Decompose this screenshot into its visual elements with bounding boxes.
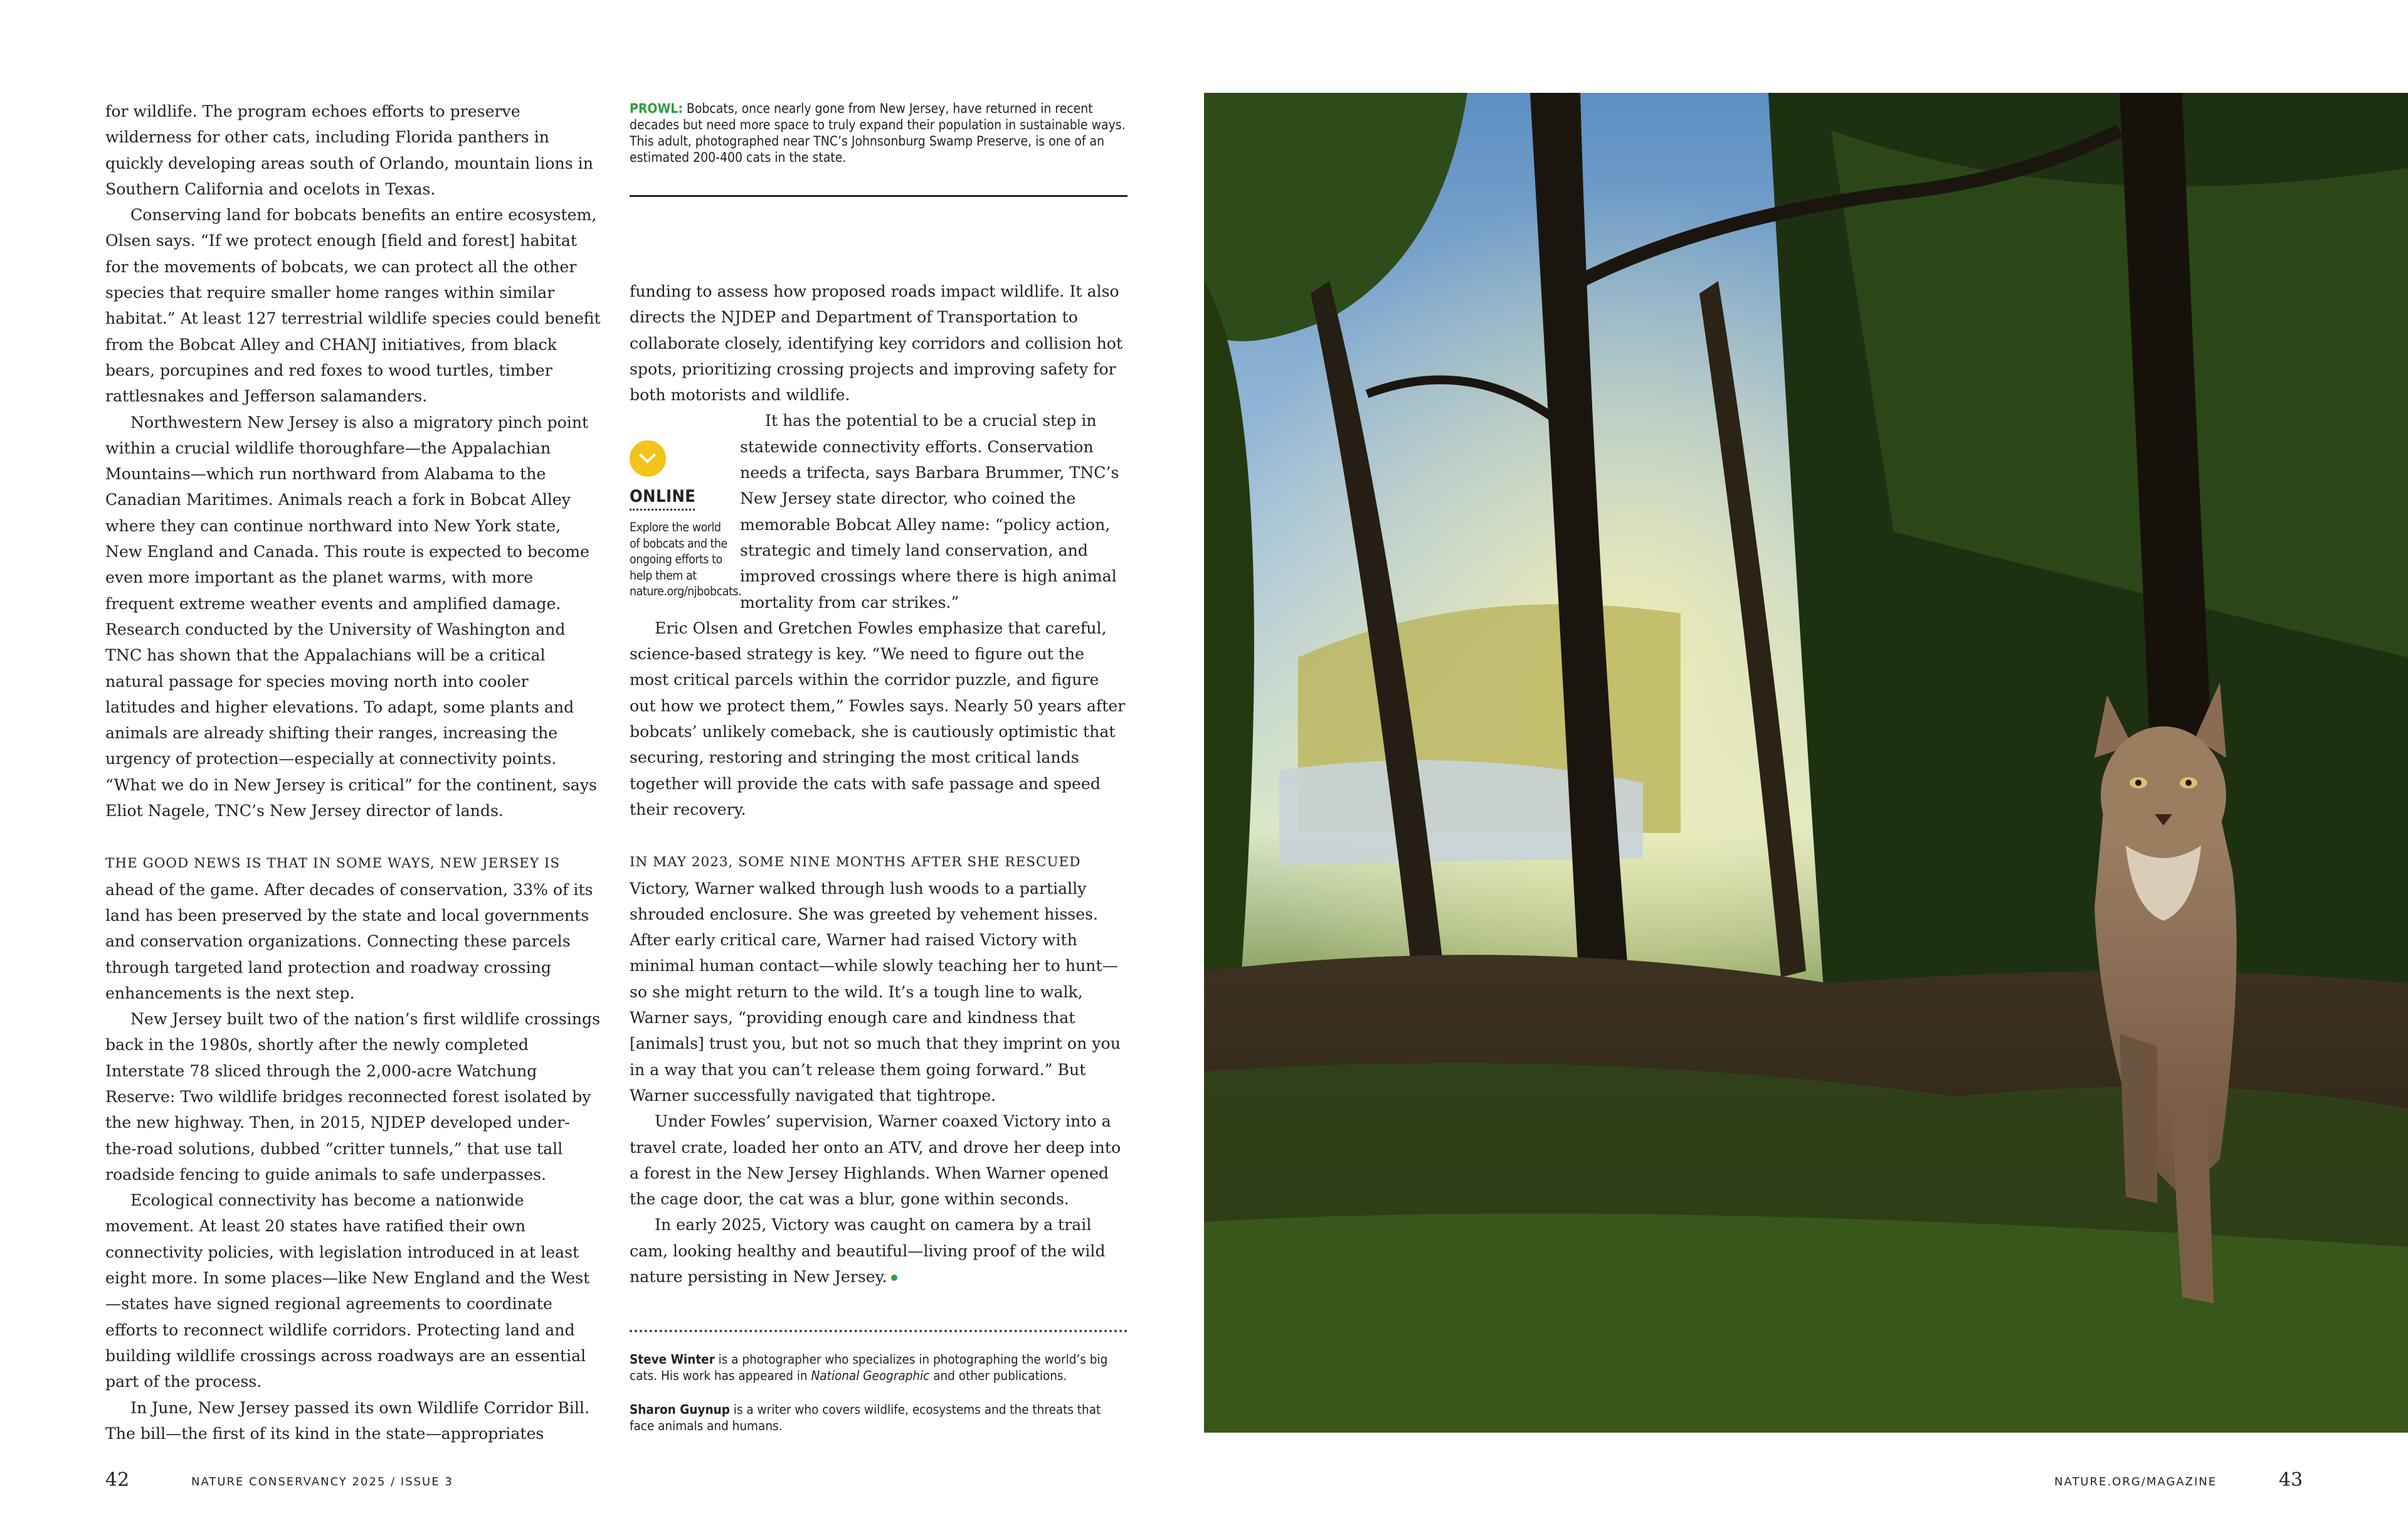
section-body: ahead of the game. After decades of conservation, 33% of its land has been preserved by the state and local governments and conservation organizations. Connecting these parcels through targeted land protection and roadway crossing enhancements is the next step. xyxy=(105,880,593,1002)
caption-divider xyxy=(630,195,1127,197)
body-paragraph: It has the potential to be a crucial step in statewide connectivity efforts. Conservation needs a trifecta, says Barbara Brummer, TNC’s New Jersey state director, who coined the memorable Bobcat Alley name: “policy action, strategic and timely land conservation, and improved crossings where there is high animal mortality from car strikes.” xyxy=(740,411,1119,612)
body-paragraph: Northwestern New Jersey is also a migratory pinch point within a crucial wildlife thoroughfare—the Appalachian Mountains—which run northward from Alabama to the Canadian Maritimes. Animals reach a fork in Bobcat Alley where they can continue northward into New York state, New England and Canada. This route is expected to become even more important as the planet warms, with more frequent extreme weather events and amplified damage. Research conducted by the University of Washington and TNC has shown that the Appalachians will be a critical natural passage for species moving north into cooler latitudes and higher elevations. To adapt, some plants and animals are already shifting their ranges, increasing the urgency of protection—especially at connectivity points. “What we do in New Jersey is critical” for the continent, says Eliot Nagele, TNC’s New Jersey director of lands. xyxy=(105,413,597,820)
body-paragraph: In June, New Jersey passed its own Wildlife Corridor Bill. The bill—the first of its kind in the state—appropriates xyxy=(105,1398,589,1443)
bio-divider xyxy=(630,1330,1127,1332)
body-paragraph: Eric Olsen and Gretchen Fowles emphasize that careful, science-based strategy is key. “We need to figure out the most critical parcels within the corridor puzzle, and figure out how we protect them,” Fowles says. Nearly 50 years after bobcats’ unlikely comeback, she is cautiously optimistic that securing, restoring and stringing the most critical lands together will provide the cats with safe passage and speed their recovery. xyxy=(630,618,1126,819)
body-paragraph: for wildlife. The program echoes efforts to preserve wilderness for other cats, including Florida panthers in quickly developing areas south of Orlando, mountain lions in Southern California and ocelots in Texas. xyxy=(105,102,593,198)
body-paragraph: New Jersey built two of the nation’s first wildlife crossings back in the 1980s, shortly after the newly completed Interstate 78 sliced through the 2,000-acre Watchung Reserve: Two wildlife bridges reconnected forest isolated by the new highway. Then, in 2015, NJDEP developed under-the-road solutions, dubbed “critter tunnels,” that use tall roadside fencing to guide animals to safe underpasses. xyxy=(105,1010,601,1184)
body-paragraph: Under Fowles’ supervision, Warner coaxed Victory into a travel crate, loaded her onto an ATV, and drove her deep into a forest in the New Jersey Highlands. When Warner opened the cage door, the cat was a blur, gone within seconds. xyxy=(630,1112,1121,1209)
section-paragraph xyxy=(630,848,1127,1108)
bio-name: Sharon Guynup xyxy=(630,1402,730,1417)
magazine-footer: NATURE CONSERVANCY 2025 / ISSUE 3 xyxy=(191,1475,453,1488)
page-number-right: 43 xyxy=(2279,1469,2303,1491)
section-body: Victory, Warner walked through lush woods to a partially shrouded enclosure. She was greeted by vehement hisses. After early critical care, Warner had raised Victory with minimal human contact—while slowly teaching her to hunt—so she might return to the wild. It’s a tough line to walk, Warner says, “providing enough care and kindness that [animals] trust you, but not so much that they imprint on you in a way that you can’t release them going forward.” But Warner successfully navigated that tightrope. xyxy=(630,879,1121,1105)
bobcat-photo xyxy=(1204,93,2408,1433)
caption-text: Bobcats, once nearly gone from New Jersey, have returned in recent decades but need more space to truly expand their population in sustainable ways. This adult, photographed near TNC’s Johnsonburg Swamp Preserve, is one of an estimated 200-400 cats in the state. xyxy=(630,101,1126,165)
writer-bio xyxy=(630,1401,1127,1434)
body-paragraph xyxy=(630,1212,1127,1290)
section-lead-in: THE GOOD NEWS IS THAT IN SOME WAYS, NEW JERSEY IS xyxy=(105,856,561,872)
page-number-left: 42 xyxy=(105,1469,130,1491)
bio-name: Steve Winter xyxy=(630,1352,715,1367)
left-text-column xyxy=(105,98,601,1446)
body-paragraph: Conserving land for bobcats benefits an entire ecosystem, Olsen says. “If we protect enough [field and forest] habitat for the movements of bobcats, we can protect all the other species that require smaller home ranges within similar habitat.” At least 127 terrestrial wildlife species could benefit from the Bobcat Alley and CHANJ initiatives, from black bears, porcupines and red foxes to wood turtles, timber rattlesnakes and Jefferson salamanders. xyxy=(105,206,601,406)
online-title: ONLINE xyxy=(630,487,696,506)
caption-keyword: PROWL: xyxy=(630,101,683,116)
section-lead-in: IN MAY 2023, SOME NINE MONTHS AFTER SHE RESCUED xyxy=(630,854,1081,871)
bio-publication: National Geographic xyxy=(811,1368,930,1383)
body-paragraph: funding to assess how proposed roads impact wildlife. It also directs the NJDEP and Department of Transportation to collaborate closely, identifying key corridors and collision hot spots, prioritizing crossing projects and improving safety for both motorists and wildlife. xyxy=(630,282,1123,405)
section-paragraph xyxy=(105,849,601,1006)
bobcat-forest-illustration xyxy=(1204,93,2408,1433)
bio-text: and other publications. xyxy=(933,1368,1067,1383)
closing-text: In early 2025, Victory was caught on camera by a trail cam, looking healthy and beautiful—living proof of the wild nature persisting in New Jersey. xyxy=(630,1216,1106,1286)
body-paragraph: Ecological connectivity has become a nationwide movement. At least 20 states have ratified their own connectivity policies, with legislation introduced in at least eight more. In some places—like New England and the West—states have signed regional agreements to coordinate efforts to reconnect wildlife corridors. Protecting land and building wildlife crossings across roadways are an essential part of the process. xyxy=(105,1191,590,1391)
photographer-bio xyxy=(630,1351,1127,1384)
online-text[interactable]: Explore the world of bobcats and the ongoing efforts to help them at nature.org/njbobcats. xyxy=(630,520,742,598)
end-mark-icon xyxy=(891,1275,897,1281)
middle-text-column xyxy=(630,278,1127,1290)
bio-text: is a photographer who specializes in photographing the world’s big cats. His work has appeared in xyxy=(630,1352,1108,1383)
photo-caption xyxy=(630,100,1127,166)
website-footer[interactable]: NATURE.ORG/MAGAZINE xyxy=(2054,1475,2217,1488)
bio-text: is a writer who covers wildlife, ecosystems and the threats that face animals and humans. xyxy=(630,1402,1101,1433)
